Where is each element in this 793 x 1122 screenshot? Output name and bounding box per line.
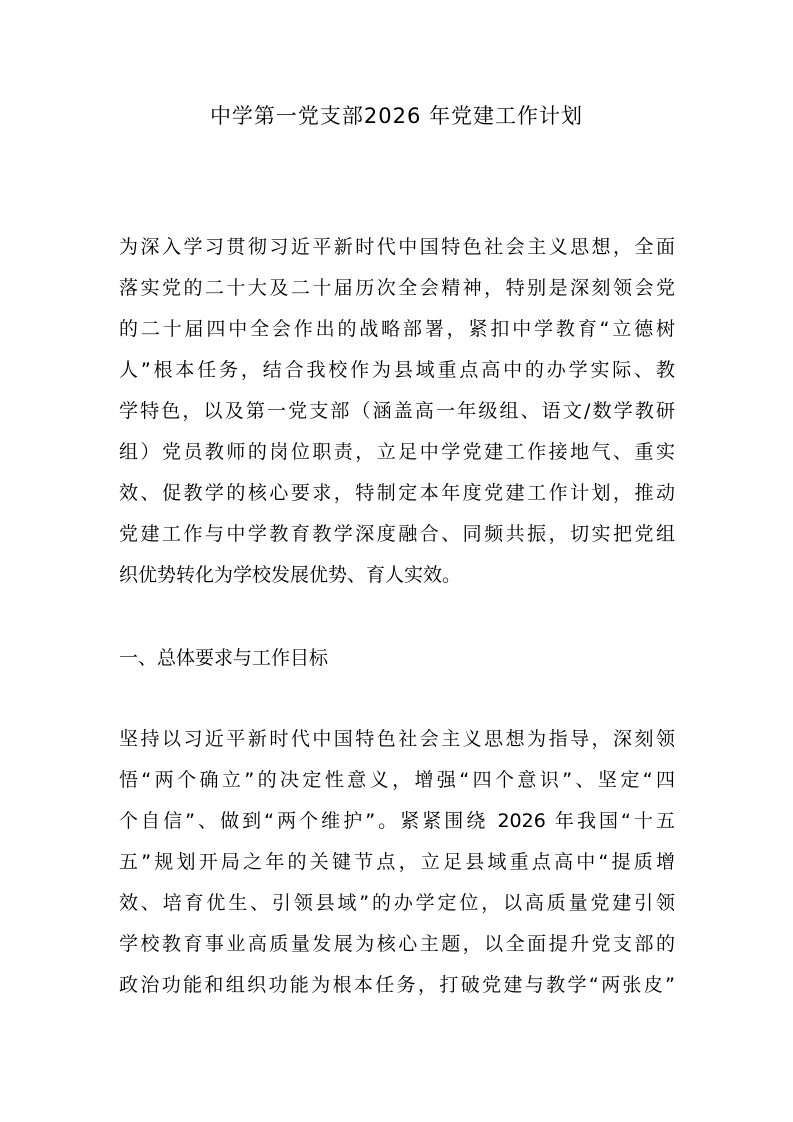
- paragraph-line: 五”规划开局之年的关键节点，立足县域重点高中“提质增: [119, 851, 675, 873]
- paragraph-line: 效、促教学的核心要求，特制定本年度党建工作计划，推动: [119, 482, 675, 504]
- paragraph-line: 效、培育优生、引领县域”的办学定位，以高质量党建引领: [119, 892, 675, 914]
- paragraph-line: 组）党员教师的岗位职责，立足中学党建工作接地气、重实: [119, 441, 675, 463]
- paragraph-line: 织优势转化为学校发展优势、育人实效。: [119, 564, 462, 586]
- paragraph-line: 人”根本任务，结合我校作为县域重点高中的办学实际、教: [119, 359, 675, 381]
- document-title: 中学第一党支部2026 年党建工作计划: [209, 104, 584, 128]
- paragraph-line: 学特色，以及第一党支部（涵盖高一年级组、语文/数学教研: [119, 400, 675, 422]
- paragraph-line: 的二十届四中全会作出的战略部署，紧扣中学教育“立德树: [119, 318, 675, 340]
- paragraph-line: 学校教育事业高质量发展为核心主题，以全面提升党支部的: [119, 933, 675, 955]
- paragraph-line: 政治功能和组织功能为根本任务，打破党建与教学“两张皮”: [119, 974, 675, 996]
- paragraph-line: 个自信”、做到“两个维护”。紧紧围绕 2026 年我国“十五: [119, 810, 675, 832]
- intro-paragraph: [119, 227, 675, 596]
- paragraph-line: 党建工作与中学教育教学深度融合、同频共振，切实把党组: [119, 523, 675, 545]
- section1-paragraph: [119, 719, 675, 1006]
- paragraph-line: 为深入学习贯彻习近平新时代中国特色社会主义思想，全面: [119, 236, 675, 258]
- paragraph-line: 坚持以习近平新时代中国特色社会主义思想为指导，深刻领: [119, 728, 675, 750]
- paragraph-line: 悟“两个确立”的决定性意义，增强“四个意识”、坚定“四: [119, 769, 675, 791]
- section-heading: 一、总体要求与工作目标: [119, 647, 329, 669]
- paragraph-line: 落实党的二十大及二十届历次全会精神，特别是深刻领会党: [119, 277, 675, 299]
